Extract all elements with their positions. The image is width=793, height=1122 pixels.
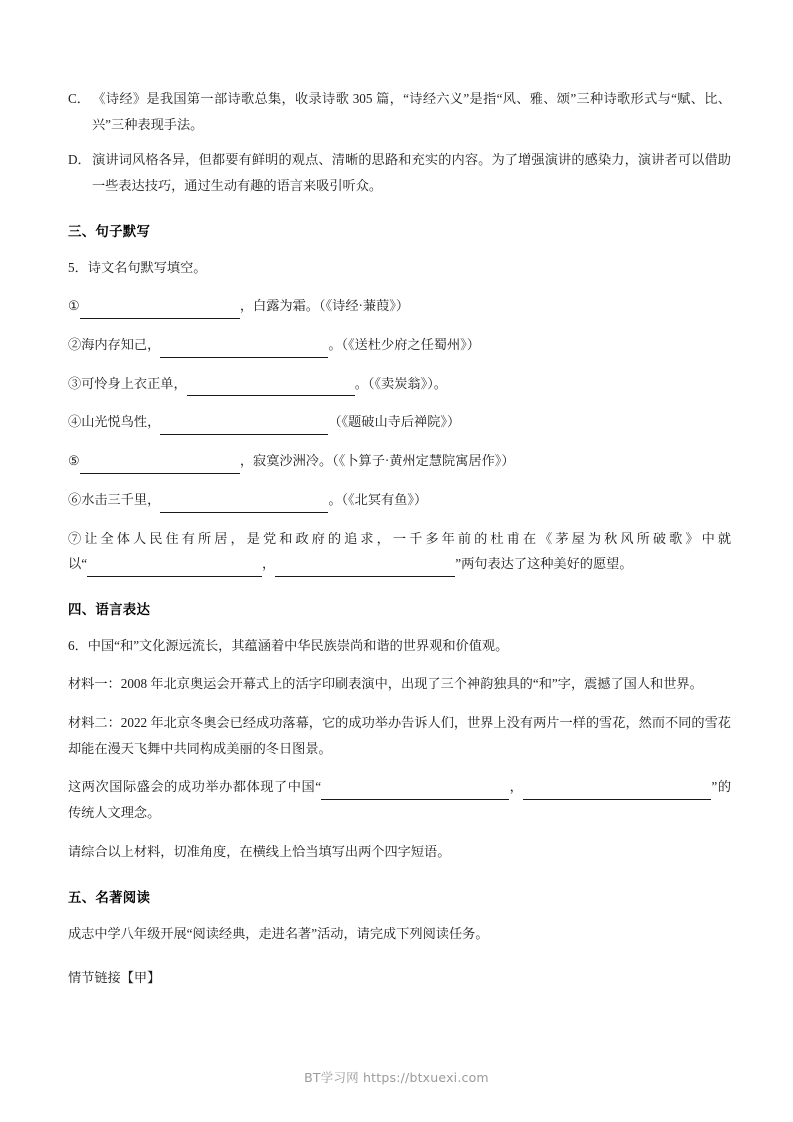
fill-blank[interactable] xyxy=(321,784,509,800)
fill-blank[interactable] xyxy=(187,380,355,396)
fill-item-7-line1: 让全体人民住有所居，是党和政府的追求，一千多年前的杜甫在《茅屋为秋风所破歌》中就以 xyxy=(68,530,732,572)
fill-item-1-number: ① xyxy=(68,298,80,314)
fill-blank[interactable] xyxy=(275,561,455,577)
conclusion-mid: ， xyxy=(509,779,524,795)
fill-item-7-open-quote: “ xyxy=(81,556,88,572)
section-heading-three: 三、句子默写 xyxy=(68,223,151,239)
section-five-intro: 成志中学八年级开展“阅读经典，走进名著”活动，请完成下列阅读任务。 xyxy=(68,926,489,941)
fill-item-6-number: ⑥ xyxy=(68,491,82,507)
fill-item-7-number: ⑦ xyxy=(68,530,85,546)
fill-blank[interactable] xyxy=(523,784,711,800)
fill-item-1 xyxy=(68,293,731,319)
fill-item-4 xyxy=(68,409,731,435)
choice-c-marker: C． xyxy=(68,91,90,106)
fill-item-1-after: ，白露为霜。（《诗经·蒹葭》） xyxy=(239,298,410,314)
fill-item-2 xyxy=(68,332,731,358)
conclusion-tail: 传统人文理念。 xyxy=(68,805,161,821)
choice-d-text: 演讲词风格各异，但都要有鲜明的观点、清晰的思路和充实的内容。为了增强演讲的感染力，演讲者可以借助一些表达技巧，通过生动有趣的语言来吸引听众。 xyxy=(92,152,731,194)
fill-item-2-number: ② xyxy=(68,336,82,352)
fill-item-7-close-quote: ” xyxy=(455,556,462,572)
question-6-instruction: 请综合以上材料，切准角度，在横线上恰当填写出两个四字短语。 xyxy=(68,843,451,859)
site-watermark: BT学习网 https://btxuexi.com xyxy=(304,1070,489,1085)
question-5-prompt: 5．诗文名句默写填空。 xyxy=(68,260,207,276)
choice-c-text: 《诗经》是我国第一部诗歌总集，收录诗歌 305 篇，“诗经六义”是指“风、雅、颂”三种诗歌形式与“赋、比、兴”三种表现手法。 xyxy=(92,91,731,132)
fill-blank[interactable] xyxy=(80,458,240,474)
fill-blank[interactable] xyxy=(160,496,328,512)
section-heading-five: 五、名著阅读 xyxy=(68,889,151,905)
fill-item-5 xyxy=(68,448,731,474)
fill-item-5-after: ，寂寞沙洲冷。（《卜算子·黄州定慧院寓居作》） xyxy=(239,453,515,469)
material-one: 材料一：2008 年北京奥运会开幕式上的活字印刷表演中，出现了三个神韵独具的“和”字，震撼了国人和世界。 xyxy=(68,676,703,692)
fill-item-3-before: 可怜身上衣正单， xyxy=(81,375,187,391)
fill-item-6-before: 水击三千里， xyxy=(81,491,161,507)
conclusion-before: 这两次国际盛会的成功举办都体现了中国“ xyxy=(68,779,322,795)
fill-blank[interactable] xyxy=(160,341,328,357)
fill-item-7-tail: 两句表达了这种美好的愿望。 xyxy=(461,556,633,572)
fill-item-2-before: 海内存知己， xyxy=(81,336,161,352)
material-two: 材料二：2022 年北京冬奥会已经成功落幕，它的成功举办告诉人们，世界上没有两片一样的雪花，然而不同的雪花却能在漫天飞舞中共同构成美丽的冬日图景。 xyxy=(68,714,731,756)
section-heading-four: 四、语言表达 xyxy=(68,601,151,617)
plot-link-label: 情节链接【甲】 xyxy=(68,969,161,985)
question-6-prompt: 6．中国“和”文化源远流长，其蕴涵着中华民族崇尚和谐的世界观和价值观。 xyxy=(68,638,509,654)
fill-item-3-after: 。（《卖炭翁》）。 xyxy=(354,375,447,391)
fill-item-2-after: 。（《送杜少府之任蜀州》） xyxy=(328,336,480,352)
fill-item-4-before: 山光悦鸟性， xyxy=(81,414,161,430)
fill-item-4-number: ④ xyxy=(68,414,82,430)
fill-item-4-after: （《题破山寺后禅院》） xyxy=(328,414,461,430)
fill-blank[interactable] xyxy=(160,419,328,435)
conclusion-fill-line xyxy=(68,774,731,825)
fill-item-3-number: ③ xyxy=(68,375,82,391)
conclusion-after: ”的 xyxy=(711,779,732,795)
fill-item-3 xyxy=(68,371,731,397)
fill-item-6 xyxy=(68,487,731,513)
fill-item-7 xyxy=(68,526,731,577)
fill-item-7-mid: ， xyxy=(262,556,276,572)
fill-blank[interactable] xyxy=(87,561,262,577)
choice-option-c xyxy=(68,86,731,137)
fill-blank[interactable] xyxy=(80,303,240,319)
choice-option-d xyxy=(68,147,731,198)
choice-d-marker: D． xyxy=(68,152,91,168)
fill-item-5-number: ⑤ xyxy=(68,453,80,469)
fill-item-6-after: 。（《北冥有鱼》） xyxy=(328,491,428,507)
